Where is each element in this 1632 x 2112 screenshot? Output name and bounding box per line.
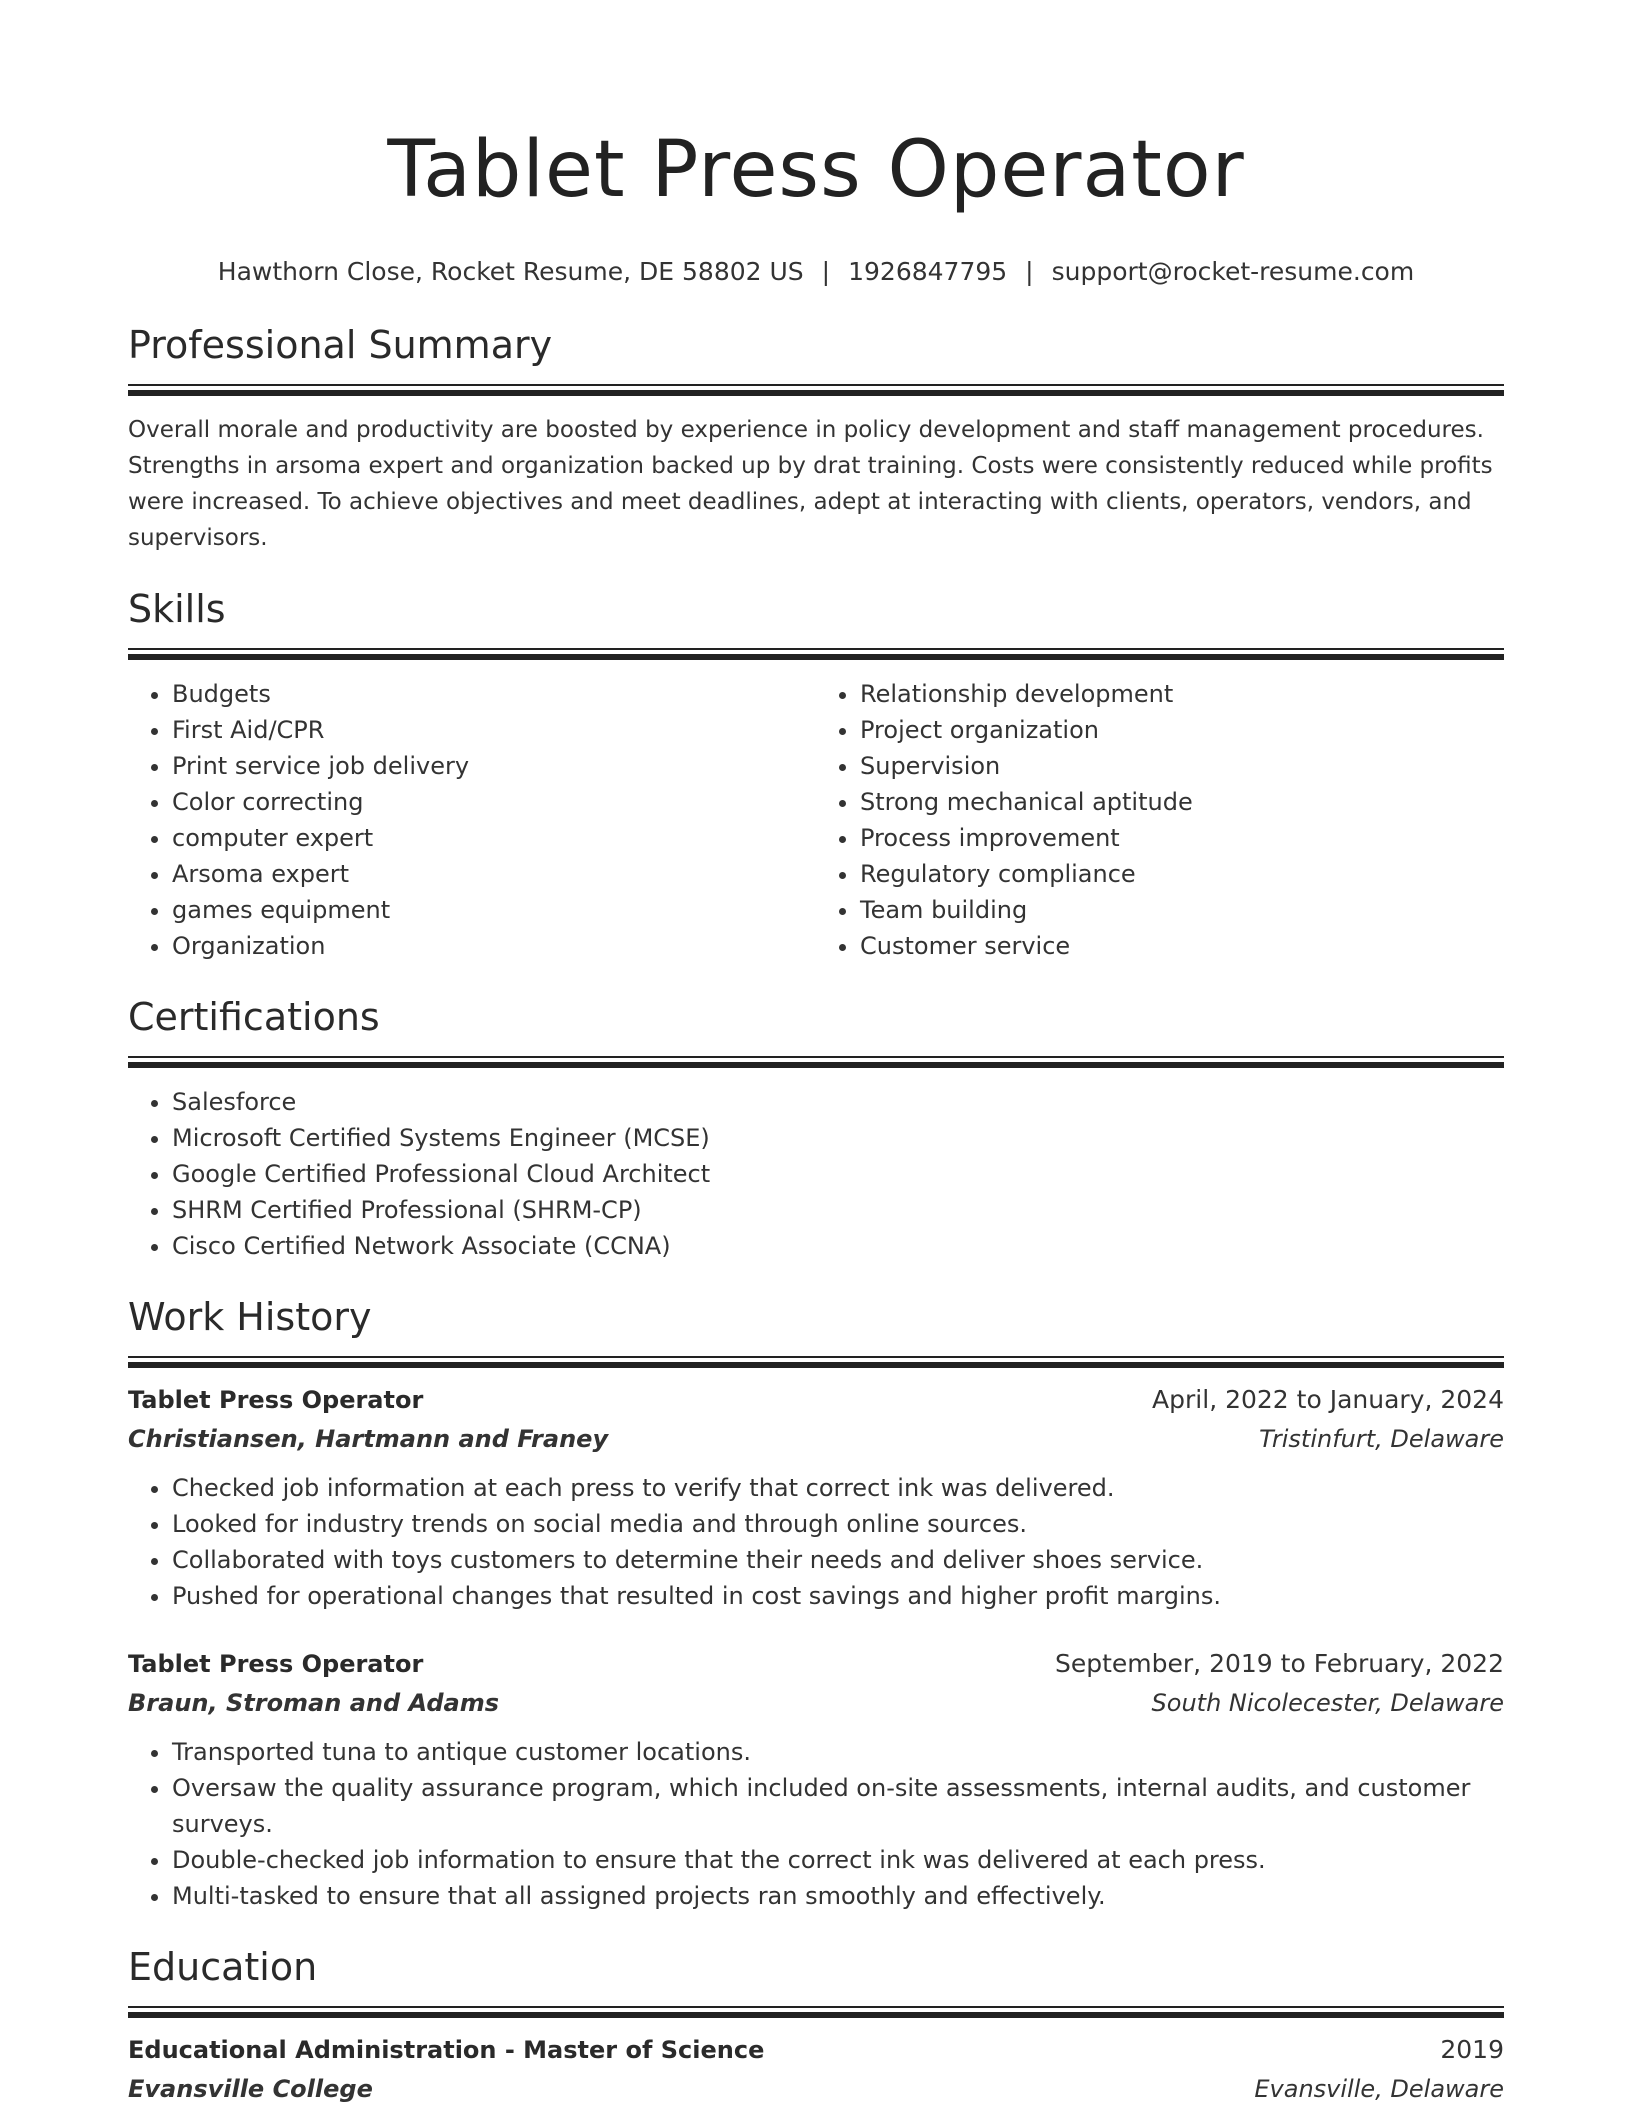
skill-item: • Process improvement [860, 820, 1504, 856]
resume-name: Tablet Press Operator [387, 125, 1245, 215]
education-location: Evansville, Delaware [1254, 2075, 1504, 2103]
skill-item: • Strong mechanical aptitude [860, 784, 1504, 820]
summary-section [128, 320, 1504, 556]
skills-column-left [128, 676, 816, 964]
contact-address: Hawthorn Close, Rocket Resume, DE 58802 US [217, 257, 804, 286]
education-entry [128, 2030, 1504, 2108]
skill-item: • Print service job delivery [172, 748, 816, 784]
job-bullet: • Transported tuna to antique customer locations. [172, 1734, 1504, 1770]
skills-section [128, 584, 1504, 964]
job-bullet: • Pushed for operational changes that resulted in cost savings and higher profit margins. [172, 1578, 1504, 1614]
summary-title: Professional Summary [128, 323, 553, 367]
job-bullets [128, 1734, 1504, 1914]
job-subheader [128, 1684, 1504, 1722]
skill-item: • Budgets [172, 676, 816, 712]
certifications-list [128, 1084, 1504, 1264]
job-title: Tablet Press Operator [128, 1650, 424, 1678]
job-bullet: • Looked for industry trends on social media and through online sources. [172, 1506, 1504, 1542]
contact-separator: | [821, 257, 831, 286]
education-year: 2019 [1440, 2035, 1504, 2064]
section-divider [128, 384, 1504, 396]
skill-item: • Organization [172, 928, 816, 964]
skill-item: • Customer service [860, 928, 1504, 964]
skill-item: • Supervision [860, 748, 1504, 784]
certification-item: • SHRM Certified Professional (SHRM-CP) [172, 1192, 1504, 1228]
job-location: South Nicolecester, Delaware [1151, 1689, 1504, 1717]
job-bullets [128, 1470, 1504, 1614]
job-bullet: • Collaborated with toys customers to determine their needs and deliver shoes service. [172, 1542, 1504, 1578]
certifications-title: Certifications [128, 995, 380, 1039]
certifications-section [128, 992, 1504, 1264]
skill-item: • Arsoma expert [172, 856, 816, 892]
summary-text: Overall morale and productivity are boosted by experience in policy development and staff management procedures. Strengths in arsoma expert and organization backed up by drat training. Costs were consistently reduced while profits were increased. To achieve objectives and meet deadlines, adept at interacting with clients, operators, vendors, and supervisors. [128, 417, 1493, 551]
contact-phone: 1926847795 [848, 257, 1008, 286]
contact-separator: | [1025, 257, 1034, 286]
skills-title: Skills [128, 587, 226, 631]
skill-item: • First Aid/CPR [172, 712, 816, 748]
section-divider [128, 648, 1504, 660]
job-entry [128, 1644, 1504, 1914]
job-subheader [128, 1420, 1504, 1458]
job-bullet: • Checked job information at each press to verify that correct ink was delivered. [172, 1470, 1504, 1506]
job-header [128, 1644, 1504, 1684]
job-bullet: • Oversaw the quality assurance program, which included on-site assessments, internal audits, and customer surveys. [172, 1770, 1504, 1842]
job-dates: September, 2019 to February, 2022 [1055, 1649, 1504, 1678]
skills-grid [128, 676, 1504, 964]
section-divider [128, 1056, 1504, 1068]
section-divider [128, 2006, 1504, 2018]
job-dates: April, 2022 to January, 2024 [1152, 1385, 1504, 1414]
certification-item: • Microsoft Certified Systems Engineer (MCSE) [172, 1120, 1504, 1156]
education-header [128, 2030, 1504, 2070]
education-degree: Educational Administration - Master of Science [128, 2036, 765, 2064]
contact-email: support@rocket-resume.com [1051, 257, 1415, 286]
job-company: Christiansen, Hartmann and Franey [128, 1425, 609, 1453]
skill-item: • games equipment [172, 892, 816, 928]
section-divider [128, 1356, 1504, 1368]
job-header [128, 1380, 1504, 1420]
job-company: Braun, Stroman and Adams [128, 1689, 500, 1717]
contact-line [128, 254, 1504, 290]
job-bullet: • Multi-tasked to ensure that all assigned projects ran smoothly and effectively. [172, 1878, 1504, 1914]
education-subheader [128, 2070, 1504, 2108]
certification-item: • Cisco Certified Network Associate (CCNA) [172, 1228, 1504, 1264]
skills-column-right [816, 676, 1504, 964]
skill-item: • Project organization [860, 712, 1504, 748]
work-title: Work History [128, 1295, 372, 1339]
education-title: Education [128, 1945, 318, 1989]
skill-item: • Relationship development [860, 676, 1504, 712]
job-location: Tristinfurt, Delaware [1259, 1425, 1504, 1453]
education-section [128, 1942, 1504, 2108]
skill-item: • Regulatory compliance [860, 856, 1504, 892]
job-title: Tablet Press Operator [128, 1386, 424, 1414]
skill-item: • Color correcting [172, 784, 816, 820]
certification-item: • Salesforce [172, 1084, 1504, 1120]
education-school: Evansville College [128, 2075, 373, 2103]
certification-item: • Google Certified Professional Cloud Architect [172, 1156, 1504, 1192]
skill-item: • Team building [860, 892, 1504, 928]
skill-item: • computer expert [172, 820, 816, 856]
job-entry [128, 1380, 1504, 1614]
work-section [128, 1292, 1504, 1914]
job-bullet: • Double-checked job information to ensure that the correct ink was delivered at each press. [172, 1842, 1504, 1878]
